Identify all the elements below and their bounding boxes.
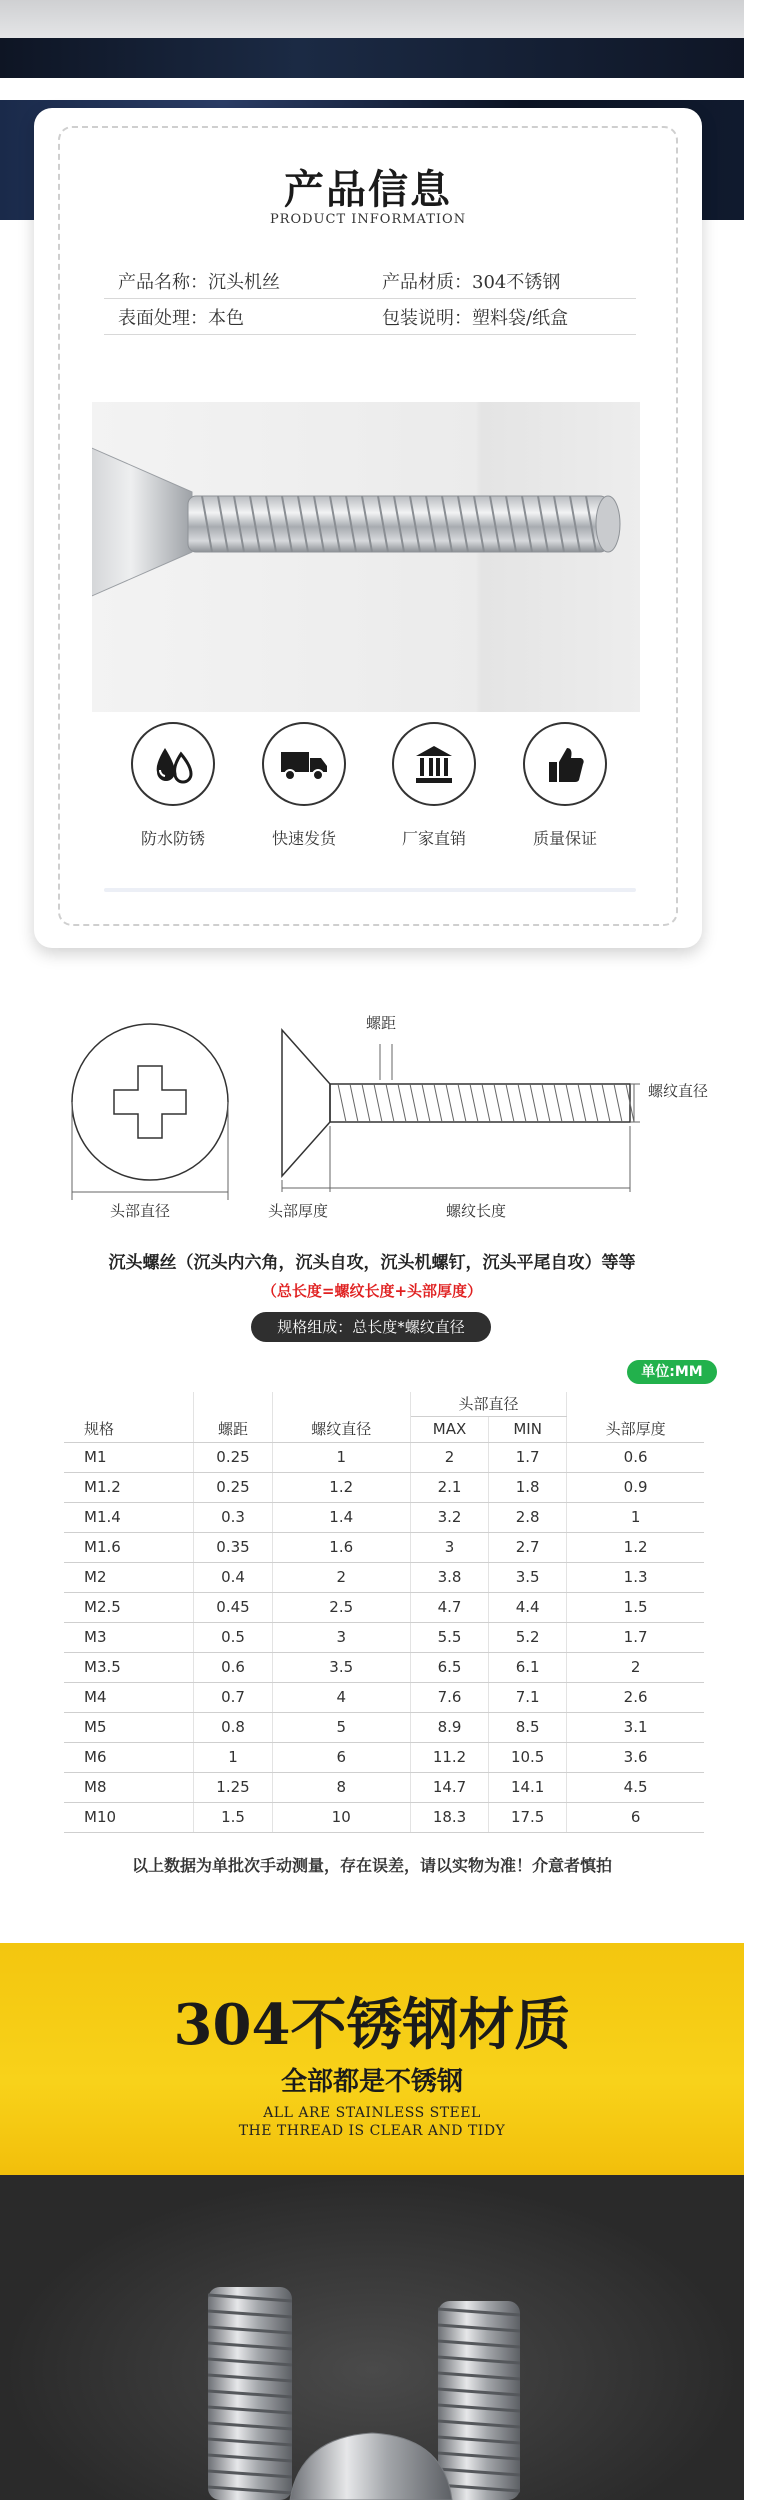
feature-label: 防水防锈	[140, 829, 205, 848]
feature-label: 厂家直销	[401, 829, 466, 848]
table-header-cell: MIN	[489, 1416, 567, 1442]
table-cell: 18.3	[410, 1802, 488, 1832]
table-cell: 0.35	[194, 1532, 272, 1562]
table-cell: 3.2	[410, 1502, 488, 1532]
table-header-cell: MAX	[410, 1416, 488, 1442]
table-cell: 1.2	[567, 1532, 704, 1562]
table-cell: 0.25	[194, 1442, 272, 1472]
table-cell: 6.5	[410, 1652, 488, 1682]
table-cell: 7.6	[410, 1682, 488, 1712]
table-cell: 5.2	[489, 1622, 567, 1652]
table-cell: 1.5	[194, 1802, 272, 1832]
feature-label: 质量保证	[532, 829, 597, 848]
feature-fast-delivery	[254, 722, 354, 849]
feature-factory-direct	[384, 722, 484, 849]
table-row	[64, 1562, 704, 1592]
table-cell: 4.4	[489, 1592, 567, 1622]
table-cell: 0.25	[194, 1472, 272, 1502]
length-formula: （总长度=螺纹长度+头部厚度）	[261, 1282, 483, 1300]
table-cell: 5	[272, 1712, 410, 1742]
table-cell: 0.3	[194, 1502, 272, 1532]
table-header-cell: 螺距	[194, 1416, 272, 1442]
water-drop-icon	[131, 722, 215, 806]
section-subtitle: PRODUCT INFORMATION	[269, 212, 467, 227]
table-cell: 1.7	[489, 1442, 567, 1472]
table-cell: 0.6	[194, 1652, 272, 1682]
table-cell: 1.5	[567, 1592, 704, 1622]
table-cell: M3	[64, 1622, 194, 1652]
factory-icon	[392, 722, 476, 806]
table-cell: 0.6	[567, 1442, 704, 1472]
table-disclaimer: 以上数据为单批次手动测量，存在误差，请以实物为准！介意者慎拍	[131, 1856, 612, 1875]
table-cell: M5	[64, 1712, 194, 1742]
table-row	[64, 1442, 704, 1472]
dark-banner-band	[0, 38, 744, 78]
table-cell: 2.7	[489, 1532, 567, 1562]
table-cell: 1.8	[489, 1472, 567, 1502]
table-row	[64, 1682, 704, 1712]
label-pitch: 螺距	[366, 1014, 397, 1032]
top-banner-strip	[0, 0, 744, 38]
table-group-header: 头部直径	[410, 1392, 566, 1416]
screw-type-description: 沉头螺丝（沉头内六角，沉头自攻，沉头机螺钉，沉头平尾自攻）等等	[108, 1253, 636, 1273]
table-row	[64, 1742, 704, 1772]
feature-quality-guarantee	[515, 722, 615, 849]
table-row	[64, 1772, 704, 1802]
table-cell: 5.5	[410, 1622, 488, 1652]
table-cell: 8	[272, 1772, 410, 1802]
table-cell: 6	[567, 1802, 704, 1832]
table-header-row	[64, 1416, 704, 1442]
table-cell: 3.5	[272, 1652, 410, 1682]
table-row	[64, 1532, 704, 1562]
table-cell: 1.4	[272, 1502, 410, 1532]
table-cell: M6	[64, 1742, 194, 1772]
spec-product-name: 产品名称：沉头机丝	[118, 272, 280, 293]
table-cell: 2	[272, 1562, 410, 1592]
table-cell: 3	[272, 1622, 410, 1652]
table-cell: 2.8	[489, 1502, 567, 1532]
label-head-diameter: 头部直径	[110, 1202, 171, 1220]
spec-divider	[104, 334, 636, 335]
label-head-thickness: 头部厚度	[268, 1202, 329, 1220]
table-header-cell: 螺纹直径	[272, 1416, 410, 1442]
table-cell: M1	[64, 1442, 194, 1472]
label-thread-diameter: 螺纹直径	[648, 1082, 709, 1100]
table-cell: 17.5	[489, 1802, 567, 1832]
table-cell: 2.5	[272, 1592, 410, 1622]
table-cell: 2.6	[567, 1682, 704, 1712]
material-title: 304不锈钢材质	[173, 1992, 571, 2058]
table-cell: 3.5	[489, 1562, 567, 1592]
spec-surface: 表面处理：本色	[118, 308, 244, 329]
table-cell: 0.8	[194, 1712, 272, 1742]
label-thread-length: 螺纹长度	[446, 1202, 507, 1220]
feature-waterproof	[123, 722, 223, 849]
table-cell: 2	[410, 1442, 488, 1472]
table-cell: M8	[64, 1772, 194, 1802]
table-cell: M3.5	[64, 1652, 194, 1682]
table-cell: 0.9	[567, 1472, 704, 1502]
table-cell: 7.1	[489, 1682, 567, 1712]
table-cell: 10	[272, 1802, 410, 1832]
table-cell: 14.7	[410, 1772, 488, 1802]
dimension-table	[64, 1392, 704, 1833]
table-cell: 1	[194, 1742, 272, 1772]
material-en-line-2: THE THREAD IS CLEAR AND TIDY	[238, 2123, 506, 2139]
table-cell: 8.5	[489, 1712, 567, 1742]
table-row	[64, 1472, 704, 1502]
spec-material: 产品材质：304不锈钢	[382, 272, 561, 293]
product-photo	[92, 402, 640, 712]
table-row	[64, 1802, 704, 1832]
table-cell: M2	[64, 1562, 194, 1592]
table-row	[64, 1622, 704, 1652]
screw-head-top-view	[72, 1024, 228, 1200]
table-cell: 6	[272, 1742, 410, 1772]
material-banner	[0, 1943, 744, 2175]
table-cell: 3.8	[410, 1562, 488, 1592]
table-cell: 0.4	[194, 1562, 272, 1592]
table-row	[64, 1502, 704, 1532]
table-body	[64, 1442, 704, 1832]
table-cell: 4	[272, 1682, 410, 1712]
table-cell: 1.6	[272, 1532, 410, 1562]
table-cell: 3.6	[567, 1742, 704, 1772]
section-title: 产品信息	[284, 166, 452, 213]
table-cell: 2	[567, 1652, 704, 1682]
table-cell: 1.25	[194, 1772, 272, 1802]
table-cell: 0.5	[194, 1622, 272, 1652]
table-cell: 1.2	[272, 1472, 410, 1502]
table-cell: 1	[272, 1442, 410, 1472]
table-cell: 8.9	[410, 1712, 488, 1742]
thumbs-up-icon	[523, 722, 607, 806]
feature-label: 快速发货	[271, 829, 336, 848]
screws-closeup-illustration	[0, 2175, 744, 2500]
material-subtitle: 全部都是不锈钢	[280, 2067, 463, 2097]
table-cell: M1.6	[64, 1532, 194, 1562]
card-bottom-bar	[104, 888, 636, 892]
table-row	[64, 1592, 704, 1622]
table-cell: M1.4	[64, 1502, 194, 1532]
screw-illustration	[92, 402, 640, 712]
table-cell: 4.5	[567, 1772, 704, 1802]
table-cell: 3	[410, 1532, 488, 1562]
table-cell: 0.7	[194, 1682, 272, 1712]
table-cell: 6.1	[489, 1652, 567, 1682]
table-header-cell: 头部厚度	[567, 1416, 704, 1442]
table-cell: M2.5	[64, 1592, 194, 1622]
table-cell: 2.1	[410, 1472, 488, 1502]
screw-side-view	[282, 1030, 640, 1192]
spec-divider	[104, 298, 636, 299]
spec-packaging: 包装说明：塑料袋/纸盒	[382, 308, 569, 329]
table-cell: 1	[567, 1502, 704, 1532]
table-cell: 11.2	[410, 1742, 488, 1772]
table-cell: M10	[64, 1802, 194, 1832]
table-cell: 4.7	[410, 1592, 488, 1622]
unit-badge: 单位:MM	[627, 1360, 717, 1384]
table-header-cell: 规格	[64, 1416, 194, 1442]
table-cell: 3.1	[567, 1712, 704, 1742]
spec-composition-pill: 规格组成：总长度*螺纹直径	[251, 1312, 491, 1342]
table-cell: 10.5	[489, 1742, 567, 1772]
truck-icon	[262, 722, 346, 806]
table-cell: 0.45	[194, 1592, 272, 1622]
table-cell: 14.1	[489, 1772, 567, 1802]
table-cell: M1.2	[64, 1472, 194, 1502]
product-closeup-photo	[0, 2175, 744, 2500]
material-en-line-1: ALL ARE STAINLESS STEEL	[263, 2105, 481, 2121]
table-cell: 1.3	[567, 1562, 704, 1592]
table-cell: M4	[64, 1682, 194, 1712]
table-row	[64, 1652, 704, 1682]
table-cell: 1.7	[567, 1622, 704, 1652]
table-row	[64, 1712, 704, 1742]
